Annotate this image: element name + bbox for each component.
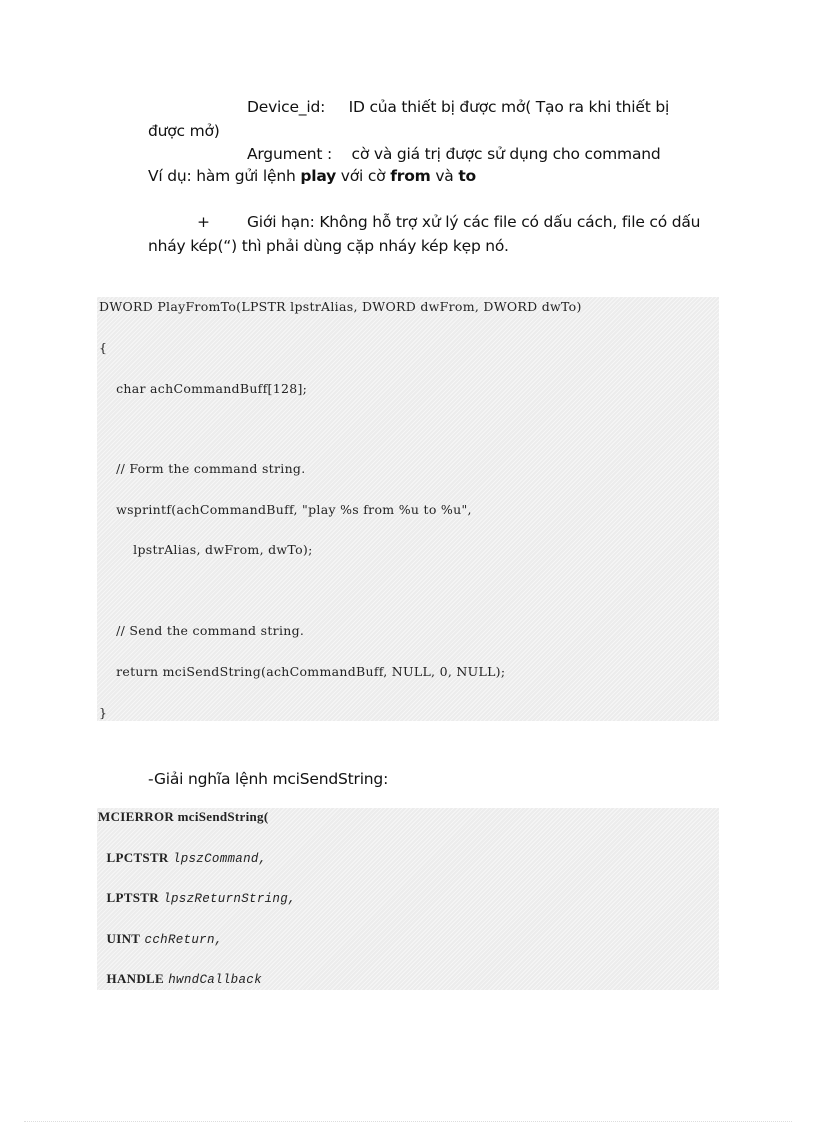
code-line: return mciSendString(achCommandBuff, NULL, 0, NULL); (99, 664, 506, 679)
limit-bullet: + (197, 213, 210, 231)
signature-text: MCIERROR mciSendString( (98, 809, 269, 824)
param-indent (98, 931, 107, 946)
code-block-playfromto (97, 297, 719, 721)
code-line: // Send the command string. (99, 623, 305, 638)
device-id-text: ID của thiết bị được mở( Tạo ra khi thiết bị (348, 98, 670, 116)
example-from: from (390, 167, 431, 185)
argument-text: cờ và giá trị được sử dụng cho command (351, 145, 661, 163)
device-id-line (247, 96, 669, 118)
param-type: LPTSTR (106, 890, 159, 905)
limit-continuation: nháy kép(“) thì phải dùng cặp nháy kép kẹp nó. (148, 237, 509, 255)
page-bottom-rule (24, 1121, 792, 1122)
argument-label: Argument : (247, 145, 333, 163)
argument-line (247, 143, 661, 165)
signature-line (98, 809, 269, 825)
param-type: UINT (106, 931, 141, 946)
param-indent (98, 890, 107, 905)
param-name: cchReturn, (144, 933, 223, 947)
code-line: { (99, 340, 108, 355)
param-indent (98, 971, 107, 986)
limit-text: Giới hạn: Không hỗ trợ xử lý các file có dấu cách, file có dấu (247, 213, 701, 231)
example-with: với cờ (340, 167, 386, 185)
param-line (98, 971, 262, 987)
example-to: to (458, 167, 477, 185)
param-line (98, 890, 296, 906)
code-line: } (99, 705, 108, 720)
param-line (98, 931, 223, 947)
section-heading: -Giải nghĩa lệnh mciSendString: (148, 770, 389, 788)
example-line (148, 165, 476, 187)
code-line: wsprintf(achCommandBuff, "play %s from %u to %u", (99, 502, 472, 517)
param-indent (98, 850, 107, 865)
device-id-label: Device_id: (247, 98, 326, 116)
code-line: // Form the command string. (99, 461, 306, 476)
code-line: char achCommandBuff[128]; (99, 381, 308, 396)
param-type: LPCTSTR (106, 850, 169, 865)
example-and: và (435, 167, 454, 185)
code-line: lpstrAlias, dwFrom, dwTo); (99, 542, 313, 557)
device-id-continuation: được mở) (148, 122, 220, 140)
param-name: hwndCallback (168, 973, 262, 987)
param-type: HANDLE (106, 971, 164, 986)
param-name: lpszCommand, (172, 852, 267, 866)
param-line (98, 850, 267, 866)
example-play: play (300, 167, 337, 185)
example-prefix: Ví dụ: hàm gửi lệnh (148, 167, 296, 185)
code-line: DWORD PlayFromTo(LPSTR lpstrAlias, DWORD dwFrom, DWORD dwTo) (99, 299, 582, 314)
code-block-mcisendstring (97, 808, 719, 990)
param-name: lpszReturnString, (163, 892, 296, 906)
